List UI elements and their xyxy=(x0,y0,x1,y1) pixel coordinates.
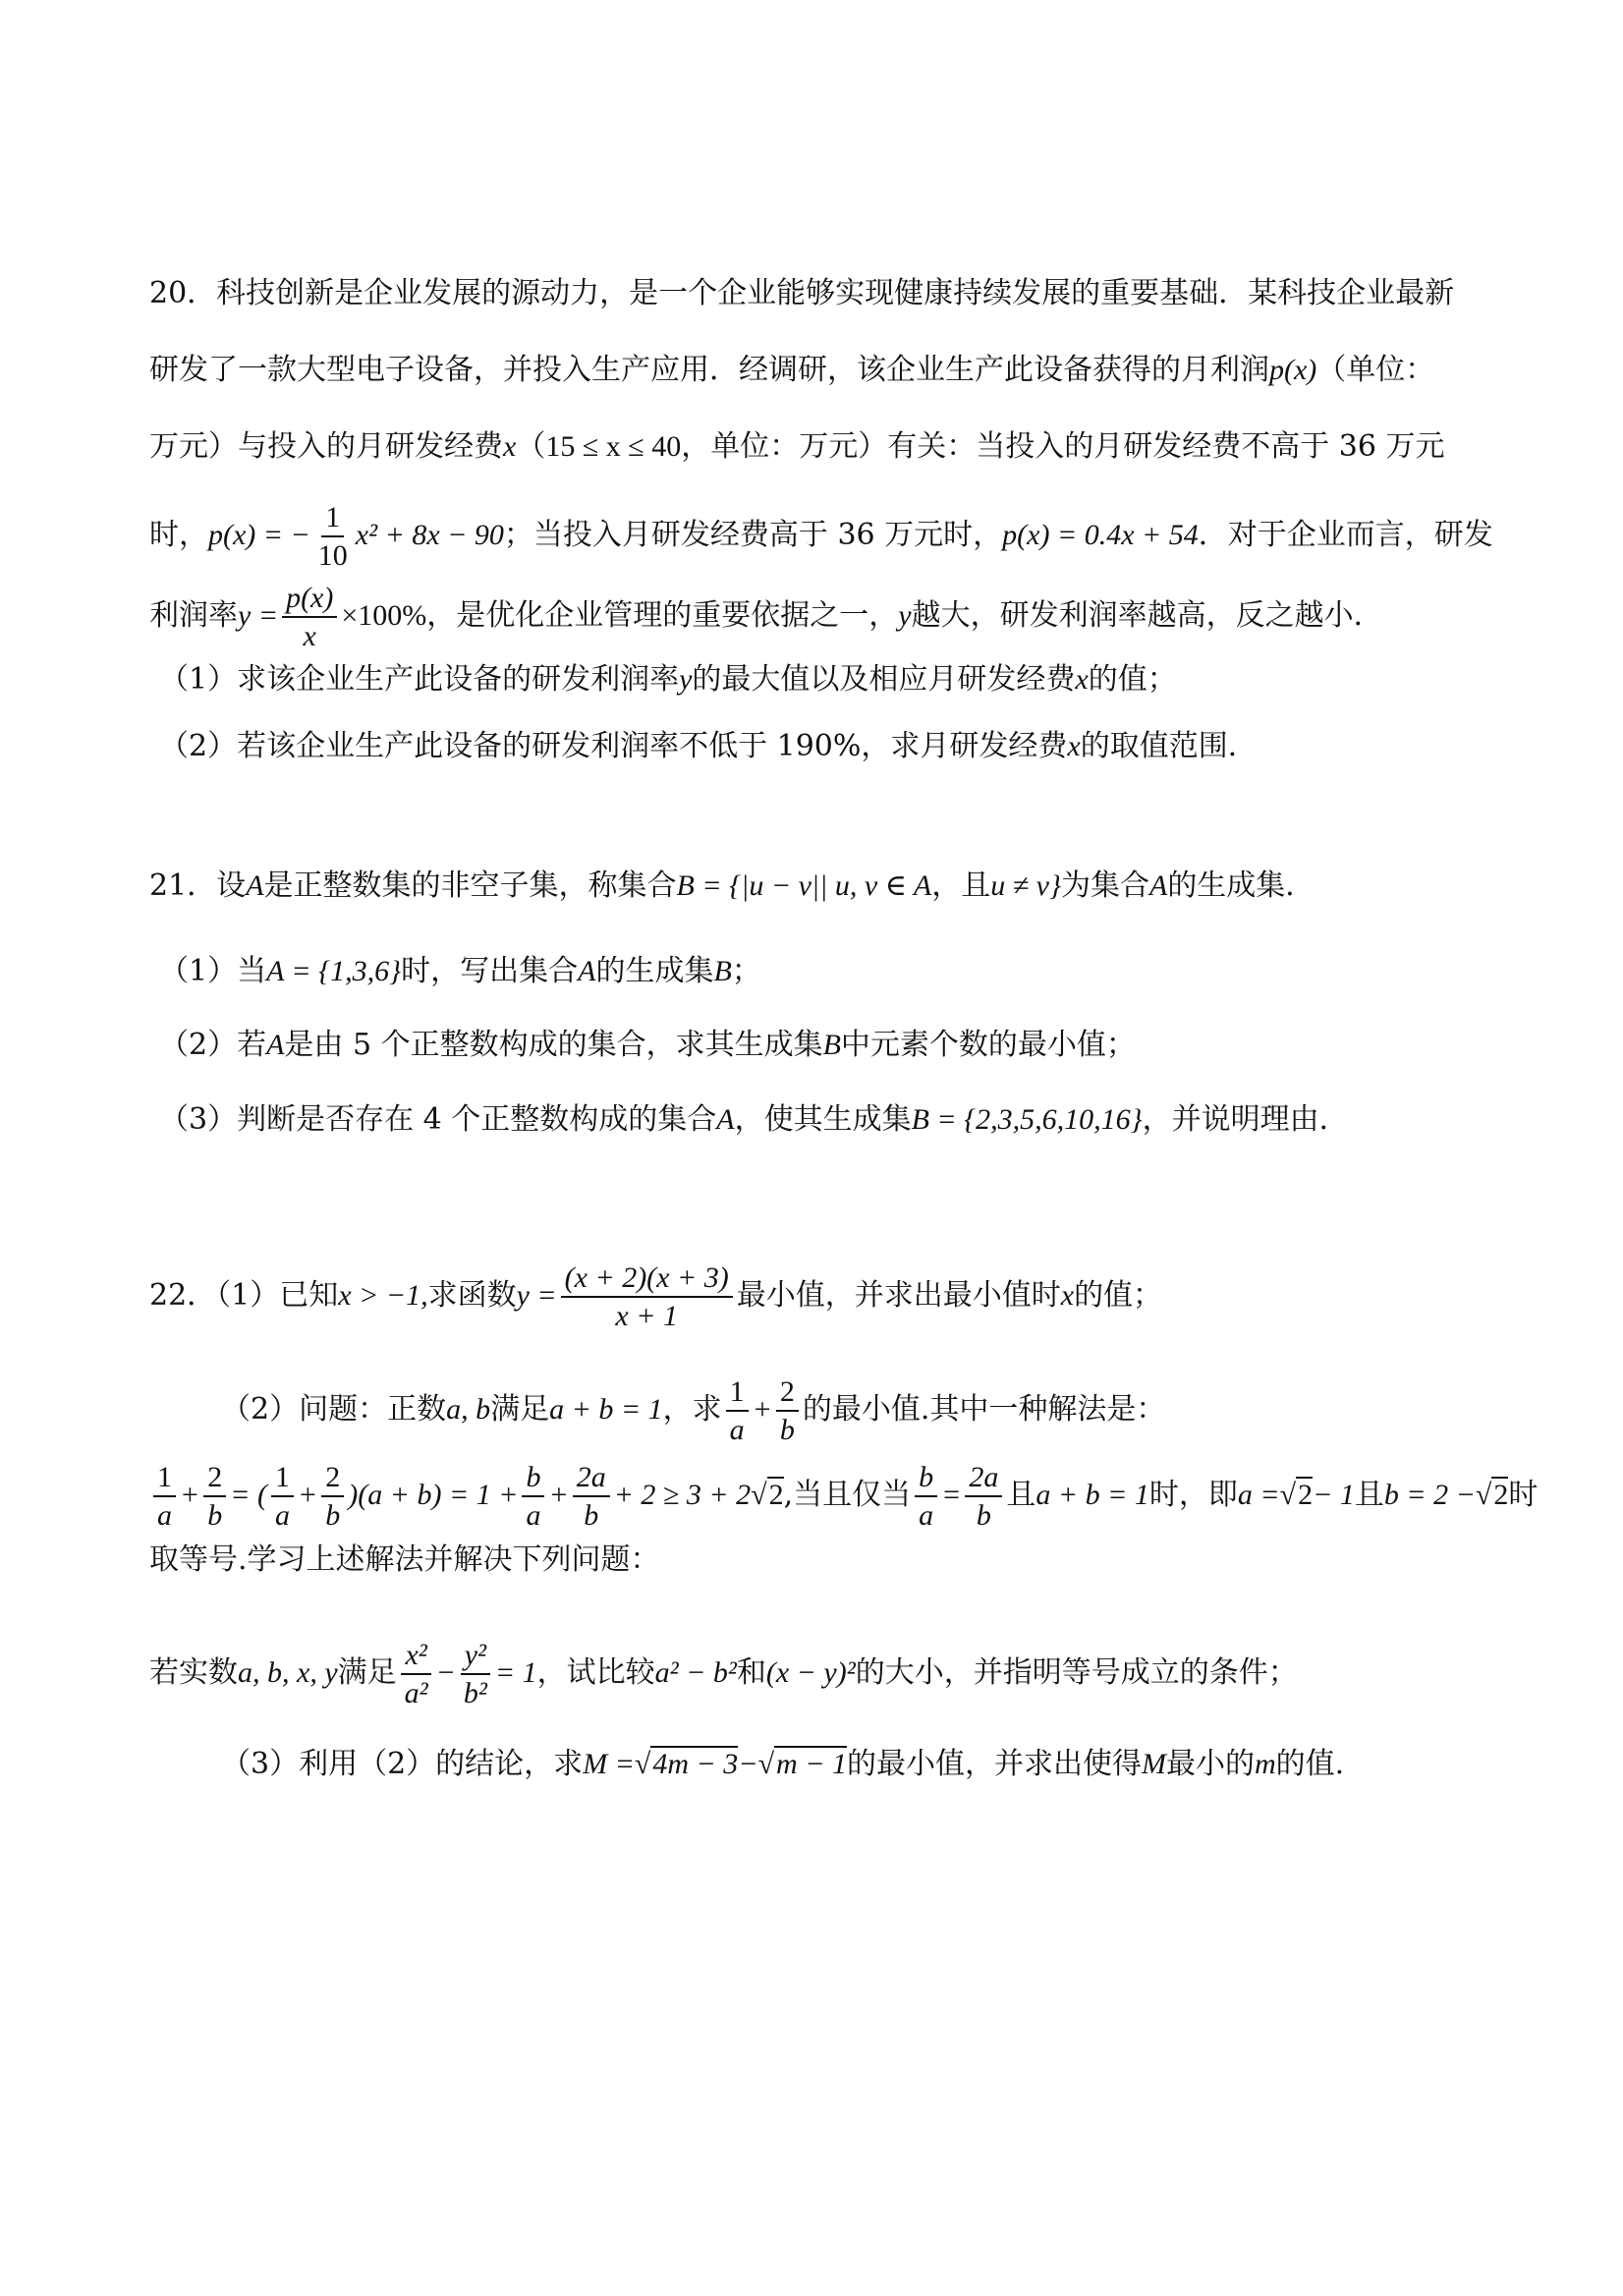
fraction xyxy=(401,1639,432,1709)
text: （2）若 xyxy=(159,1028,267,1062)
math: + xyxy=(548,1479,569,1511)
math: x xyxy=(1060,1279,1075,1312)
math: 15 ≤ x ≤ 40 xyxy=(545,430,682,463)
radicand: 2 xyxy=(768,1479,784,1511)
text: 最小的 xyxy=(1165,1747,1255,1781)
math: x > −1, xyxy=(338,1279,428,1312)
text: 取等号.学习上述解法并解决下列问题： xyxy=(149,1542,660,1577)
text: 中元素个数的最小值； xyxy=(840,1028,1136,1062)
text: 时，即 xyxy=(1148,1478,1238,1512)
numerator: 2a xyxy=(573,1461,610,1497)
denominator: b xyxy=(584,1499,599,1532)
math: a + b = 1 xyxy=(1035,1479,1149,1511)
q20-line-2 xyxy=(149,349,1434,392)
text: （3）判断是否存在 4 个正整数构成的集合 xyxy=(159,1102,717,1137)
radicand: m − 1 xyxy=(776,1748,847,1780)
numerator: 2 xyxy=(203,1461,226,1497)
denominator: x + 1 xyxy=(615,1300,678,1332)
text: ，单位：万元）有关：当投入的月研发经费不高于 36 万元 xyxy=(681,429,1445,464)
q20-line-3 xyxy=(149,425,1445,469)
fraction xyxy=(460,1639,491,1709)
math: p(x) = − xyxy=(208,519,310,551)
text: ，求 xyxy=(662,1392,722,1427)
fraction xyxy=(965,1461,1002,1532)
text: ,当且仅当 xyxy=(783,1478,912,1512)
text: 满足 xyxy=(490,1392,550,1427)
text: 是由 5 个正整数构成的集合，求其生成集 xyxy=(284,1028,823,1062)
q22-line-2 xyxy=(221,1375,1165,1446)
denominator: b xyxy=(976,1499,991,1532)
text: （ xyxy=(516,429,546,464)
q20-part-1 xyxy=(159,658,1177,701)
numerator: (x + 2)(x + 3) xyxy=(561,1261,733,1298)
sqrt-sign: √ xyxy=(634,1748,651,1780)
text: 的最小值.其中一种解法是： xyxy=(802,1392,1166,1427)
text: （2）问题：正数 xyxy=(221,1392,447,1427)
sqrt-sign: √ xyxy=(1279,1479,1297,1511)
math: + xyxy=(752,1393,772,1426)
numerator: 2a xyxy=(965,1461,1002,1497)
math: A = {1,3,6} xyxy=(266,955,402,987)
sqrt-sign: √ xyxy=(757,1748,775,1780)
text: 满足 xyxy=(337,1655,397,1690)
q20-line-5 xyxy=(149,582,1383,652)
math: = 1 xyxy=(494,1656,537,1689)
q21-line-1 xyxy=(149,865,1315,908)
denominator: a xyxy=(157,1499,172,1532)
math: a = xyxy=(1237,1479,1280,1511)
math: − xyxy=(738,1748,758,1780)
text: （3）利用（2）的结论，求 xyxy=(221,1747,584,1781)
text: 时 xyxy=(1508,1478,1539,1512)
numerator: y² xyxy=(461,1639,490,1675)
numerator: 1 xyxy=(321,501,344,537)
fraction xyxy=(776,1375,799,1446)
text: （1）求该企业生产此设备的研发利润率 xyxy=(159,662,680,697)
radicand: 2 xyxy=(1493,1479,1509,1511)
denominator: b xyxy=(779,1414,795,1446)
math: M xyxy=(1141,1748,1166,1780)
math: p(x) = 0.4x + 54 xyxy=(1002,519,1199,551)
math: a² − b² xyxy=(654,1656,737,1689)
sqrt-sign: √ xyxy=(1475,1479,1492,1511)
sqrt-sign: √ xyxy=(751,1479,767,1511)
text: 的值. xyxy=(1275,1747,1345,1781)
text: 最小值，并求出最小值时 xyxy=(736,1278,1061,1313)
numerator: p(x) xyxy=(282,582,337,618)
math: y = xyxy=(516,1279,557,1312)
numerator: 2 xyxy=(776,1375,799,1412)
math: a, b xyxy=(446,1393,491,1426)
text: 的值； xyxy=(1088,662,1177,697)
fraction xyxy=(561,1261,733,1332)
math: x xyxy=(1075,663,1089,696)
numerator: b xyxy=(915,1461,937,1497)
text: 的最小值，并求出使得 xyxy=(846,1747,1142,1781)
math: a, b, x, y xyxy=(238,1656,338,1689)
text: ，且 xyxy=(931,868,991,903)
q20-line-1 xyxy=(149,272,1454,315)
text: 且 xyxy=(1006,1478,1036,1512)
math: + xyxy=(180,1479,200,1511)
fraction xyxy=(282,582,337,652)
text: 时，写出集合 xyxy=(401,954,579,988)
text: ．对于企业而言，研发 xyxy=(1198,518,1493,552)
denominator: a xyxy=(729,1414,745,1446)
fraction xyxy=(915,1461,937,1532)
math: p(x) xyxy=(1269,354,1317,386)
text: 且 xyxy=(1354,1478,1384,1512)
text: 利润率 xyxy=(149,598,238,633)
q21-part-3 xyxy=(159,1098,1349,1142)
q22-line-3 xyxy=(149,1461,1538,1532)
text: 越大，研发利润率越高，反之越小． xyxy=(911,598,1383,633)
text: （单位： xyxy=(1316,353,1435,387)
text: ，试比较 xyxy=(536,1655,655,1690)
math: x xyxy=(1067,730,1081,762)
denominator: b² xyxy=(463,1677,487,1709)
text: 是正整数集的非空子集，称集合 xyxy=(263,868,677,903)
denominator: b xyxy=(207,1499,223,1532)
text: ，使其生成集 xyxy=(734,1102,912,1137)
fraction xyxy=(321,1461,344,1532)
radicand: 2 xyxy=(1298,1479,1314,1511)
text: 的值； xyxy=(1074,1278,1163,1313)
text: （2）若该企业生产此设备的研发利润率不低于 190%，求月研发经费 xyxy=(159,729,1068,763)
denominator: b xyxy=(325,1499,341,1532)
q22-line-1 xyxy=(149,1261,1162,1332)
q21-part-2 xyxy=(159,1024,1136,1067)
text: ； xyxy=(731,954,761,988)
q22-line-4 xyxy=(149,1539,660,1582)
text: 为集合 xyxy=(1060,868,1149,903)
math: x² + 8x − 90 xyxy=(355,519,504,551)
math: b = 2 − xyxy=(1383,1479,1476,1511)
denominator: a xyxy=(919,1499,934,1532)
fraction xyxy=(522,1461,544,1532)
text: 求函数 xyxy=(427,1278,517,1313)
q20-line-4 xyxy=(149,501,1493,572)
math: (x − y)² xyxy=(765,1656,856,1689)
math: A xyxy=(1148,869,1168,902)
fraction xyxy=(314,501,352,572)
fraction xyxy=(573,1461,610,1532)
math: y = xyxy=(238,599,279,632)
math: B xyxy=(713,955,732,987)
math: B xyxy=(822,1029,841,1061)
denominator: a xyxy=(526,1499,541,1532)
denominator: x xyxy=(303,620,316,652)
fraction xyxy=(271,1461,294,1532)
fraction xyxy=(153,1461,176,1532)
q21-part-1 xyxy=(159,950,761,993)
math: M = xyxy=(583,1748,635,1780)
math: A xyxy=(716,1103,735,1136)
text: 万元）与投入的月研发经费 xyxy=(149,429,503,464)
math: u ≠ v} xyxy=(990,869,1061,902)
text: ，并说明理由． xyxy=(1142,1102,1349,1137)
numerator: 1 xyxy=(153,1461,176,1497)
text: 的最大值以及相应月研发经费 xyxy=(692,662,1076,697)
math: y xyxy=(898,599,912,632)
fraction xyxy=(726,1375,749,1446)
math: B = {|u − v|| u, v ∈ A xyxy=(676,869,932,902)
math: A xyxy=(578,955,596,987)
numerator: x² xyxy=(401,1639,430,1675)
numerator: 1 xyxy=(726,1375,749,1412)
denominator: a xyxy=(274,1499,290,1532)
math: a + b = 1 xyxy=(549,1393,663,1426)
text: 和 xyxy=(736,1655,766,1690)
math: = xyxy=(941,1479,962,1511)
math: + xyxy=(297,1479,318,1511)
text: 若实数 xyxy=(149,1655,238,1690)
math: A xyxy=(266,1029,285,1061)
text: 时， xyxy=(149,518,208,552)
math: y xyxy=(679,663,693,696)
math: m xyxy=(1254,1748,1276,1780)
numerator: 2 xyxy=(321,1461,344,1497)
text: 22．（1）已知 xyxy=(149,1278,339,1313)
text: （1）当 xyxy=(159,954,267,988)
text: 的取值范围． xyxy=(1080,729,1258,763)
text: 的生成集． xyxy=(1167,868,1315,903)
text: ，是优化企业管理的重要依据之一， xyxy=(426,598,899,633)
math: )(a + b) = 1 + xyxy=(348,1479,519,1511)
denominator: 10 xyxy=(317,539,348,572)
math: − 1 xyxy=(1313,1479,1355,1511)
q20-stem-text: 20．科技创新是企业发展的源动力，是一个企业能够实现健康持续发展的重要基础．某科技企业最新 xyxy=(149,276,1455,310)
text: 研发了一款大型电子设备，并投入生产应用．经调研，该企业生产此设备获得的月利润 xyxy=(149,353,1269,387)
radicand: 4m − 3 xyxy=(652,1748,739,1780)
math: ×100% xyxy=(341,599,427,632)
math: = ( xyxy=(230,1479,267,1511)
fraction xyxy=(203,1461,226,1532)
q20-part-2 xyxy=(159,725,1258,768)
math: − xyxy=(435,1656,456,1689)
text: 21．设 xyxy=(149,868,247,903)
denominator: a² xyxy=(404,1677,428,1709)
numerator: b xyxy=(522,1461,544,1497)
q22-line-6 xyxy=(221,1743,1344,1786)
text: 的生成集 xyxy=(595,954,714,988)
q22-line-5 xyxy=(149,1639,1298,1709)
numerator: 1 xyxy=(271,1461,294,1497)
math: x xyxy=(503,430,517,463)
math: A xyxy=(246,869,264,902)
text: 的大小，并指明等号成立的条件； xyxy=(855,1655,1298,1690)
text: ；当投入月研发经费高于 36 万元时， xyxy=(503,518,1003,552)
math: B = {2,3,5,6,10,16} xyxy=(911,1103,1143,1136)
math: + 2 ≥ 3 + 2 xyxy=(613,1479,752,1511)
